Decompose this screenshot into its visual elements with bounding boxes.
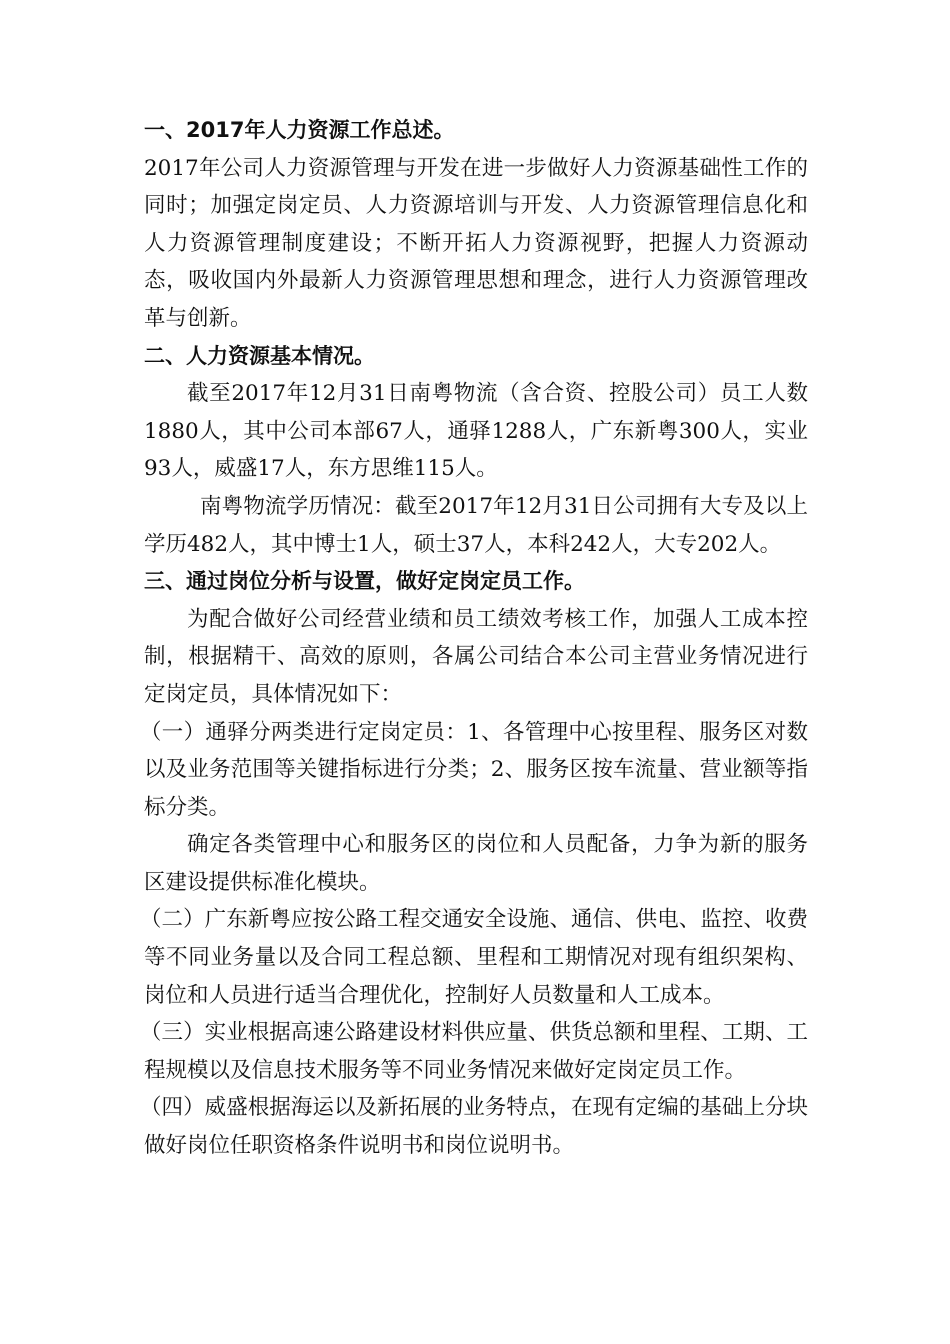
section-3-paragraph-1: 为配合做好公司经营业绩和员工绩效考核工作，加强人工成本控制，根据精干、高效的原则，各属公司结合本公司主营业务情况进行定岗定员，具体情况如下：	[144, 606, 808, 707]
section-3-paragraph-2: 确定各类管理中心和服务区的岗位和人员配备，力争为新的服务区建设提供标准化模块。	[144, 832, 808, 895]
section-2-heading: 二、人力资源基本情况。	[144, 343, 375, 368]
section-1-heading: 一、2017年人力资源工作总述。	[144, 118, 455, 142]
section-3-item-2: （二）广东新粤应按公路工程交通安全设施、通信、供电、监控、收费等不同业务量以及合同工程总额、里程和工期情况对现有组织架构、岗位和人员进行适当合理优化，控制好人员数量和人工成本。	[140, 907, 808, 1008]
section-3-heading: 三、通过岗位分析与设置，做好定岗定员工作。	[144, 569, 585, 594]
document-page	[140, 112, 808, 1165]
section-1-paragraph-1: 2017年公司人力资源管理与开发在进一步做好人力资源基础性工作的同时；加强定岗定员、人力资源培训与开发、人力资源管理信息化和人力资源管理制度建设；不断开拓人力资源视野，把握人力资源动态，吸收国内外最新人力资源管理思想和理念，进行人力资源管理改革与创新。	[144, 155, 808, 331]
section-2-paragraph-2: 南粤物流学历情况：截至2017年12月31日公司拥有大专及以上学历482人，其中博士1人，硕士37人，本科242人，大专202人。	[144, 493, 808, 557]
section-3-item-1: （一）通驿分两类进行定岗定员：1、各管理中心按里程、服务区对数以及业务范围等关键指标进行分类；2、服务区按车流量、营业额等指标分类。	[140, 719, 808, 820]
section-3-item-3: （三）实业根据高速公路建设材料供应量、供货总额和里程、工期、工程规模以及信息技术服务等不同业务情况来做好定岗定员工作。	[140, 1020, 808, 1083]
section-3-item-4: （四）威盛根据海运以及新拓展的业务特点，在现有定编的基础上分块做好岗位任职资格条件说明书和岗位说明书。	[140, 1095, 808, 1159]
section-2-paragraph-1: 截至2017年12月31日南粤物流（含合资、控股公司）员工人数1880人，其中公司本部67人，通驿1288人，广东新粤300人，实业93人，威盛17人，东方思维115人。	[144, 381, 808, 482]
